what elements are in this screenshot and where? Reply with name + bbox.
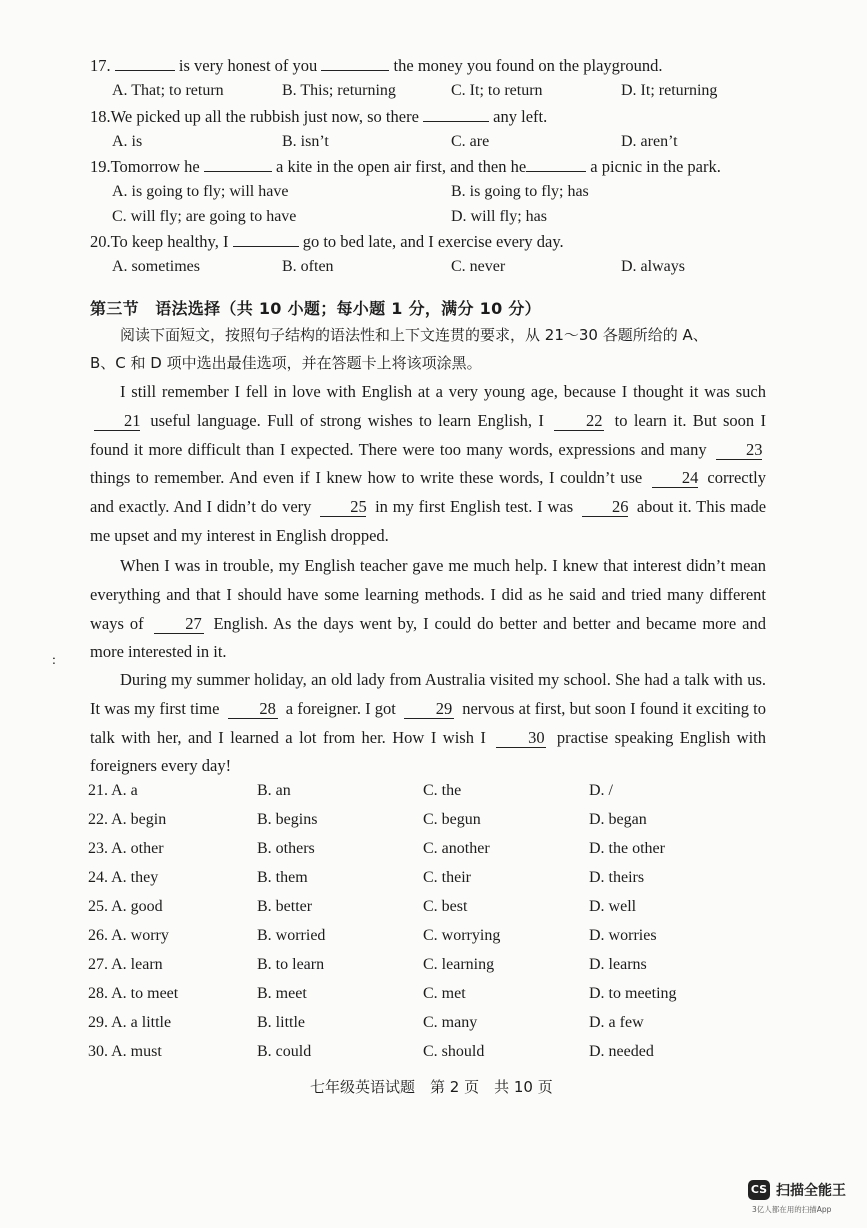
passage-text: I still remember I fell in love with English at a very young age, because I thought it was such <box>120 382 766 401</box>
answer-option: D. theirs <box>589 869 645 886</box>
answer-option: B. worried <box>257 927 326 944</box>
question-17 <box>90 56 663 76</box>
question-number: 17. <box>90 56 111 75</box>
watermark-subtitle: 3亿人都在用的扫描App <box>752 1205 832 1214</box>
option: C. will fly; are going to have <box>112 208 297 225</box>
gap-30: 30 <box>496 729 546 748</box>
paragraph-text <box>90 666 766 781</box>
watermark-name: 扫描全能王 <box>776 1183 846 1199</box>
answer-option: C. the <box>423 782 462 799</box>
answer-blank <box>423 107 489 122</box>
passage-text: correctly and exactly. And I didn’t do very <box>90 468 767 517</box>
option: A. is going to fly; will have <box>112 183 289 200</box>
option: C. are <box>451 133 490 150</box>
question-text: We picked up all the rubbish just now, so there <box>110 107 419 126</box>
answer-option-a: 22. A. begin <box>88 811 167 828</box>
answer-option: C. their <box>423 869 471 886</box>
option: B. is going to fly; has <box>451 183 589 200</box>
option: D. will fly; has <box>451 208 547 225</box>
answer-option: C. many <box>423 1014 478 1031</box>
answer-option: C. met <box>423 985 466 1002</box>
passage-text: a foreigner. I got <box>285 698 396 718</box>
answer-option: D. began <box>589 811 647 828</box>
gap-27: 27 <box>154 615 204 634</box>
question-19 <box>90 157 721 177</box>
paragraph-text <box>90 552 766 667</box>
passage-text: When I was in trouble, my English teacher gave me much help. I knew that interest didn’t mean everything and that I should have some learning methods. I did as he said and tried many different ways of <box>90 556 766 633</box>
option: B. isn’t <box>282 133 329 150</box>
question-20 <box>90 232 564 252</box>
gap-29: 29 <box>404 700 454 719</box>
answer-option: B. to learn <box>257 956 325 973</box>
scan-mark: : <box>52 653 56 668</box>
answer-option: C. learning <box>423 956 495 973</box>
answer-option: D. worries <box>589 927 657 944</box>
answer-blank <box>233 232 299 247</box>
question-text: To keep healthy, I <box>110 232 229 251</box>
answer-blank <box>115 56 175 71</box>
answer-option: B. little <box>257 1014 305 1031</box>
option: C. never <box>451 258 506 275</box>
option: D. always <box>621 258 685 275</box>
section-instruction: 阅读下面短文，按照句子结构的语法性和上下文连贯的要求，从 21～30 各题所给的 A、 <box>120 326 708 344</box>
question-number: 20. <box>90 232 111 251</box>
answer-option: C. worrying <box>423 927 501 944</box>
page-footer: 七年级英语试题 第 2 页 共 10 页 <box>310 1078 553 1096</box>
passage-text: English. As the days went by, I could do better and better and became more and more interested in it. <box>90 613 767 662</box>
option: B. This; returning <box>282 82 396 99</box>
gap-28: 28 <box>228 700 278 719</box>
answer-option: B. could <box>257 1043 312 1060</box>
question-text: a kite in the open air first, and then he <box>276 157 527 176</box>
gap-24: 24 <box>652 469 698 488</box>
answer-option: D. to meeting <box>589 985 677 1002</box>
passage-paragraph-3 <box>90 666 766 781</box>
passage-paragraph-1 <box>90 378 766 551</box>
option: C. It; to return <box>451 82 543 99</box>
answer-option: D. the other <box>589 840 665 857</box>
question-18 <box>90 107 547 127</box>
answer-option: C. best <box>423 898 468 915</box>
passage-text: things to remember. And even if I knew how to write these words, I couldn’t use <box>90 468 643 488</box>
answer-option: B. them <box>257 869 308 886</box>
answer-blank <box>321 56 389 71</box>
question-text: the money you found on the playground. <box>393 56 663 75</box>
section-instruction: B、C 和 D 项中选出最佳选项，并在答题卡上将该项涂黑。 <box>90 354 482 372</box>
passage-text: about it. This made me upset and my interest in English dropped. <box>90 497 767 545</box>
passage-text: to learn it. But soon I found it more difficult than I expected. There were too many words, expressions and many <box>90 410 767 459</box>
question-text: any left. <box>493 107 548 126</box>
answer-blank <box>526 157 586 172</box>
answer-option-a: 30. A. must <box>88 1043 162 1060</box>
question-text: go to bed late, and I exercise every day. <box>302 232 564 251</box>
option: D. aren’t <box>621 133 678 150</box>
passage-paragraph-2 <box>90 552 766 667</box>
passage-text: nervous at first, but soon I found it exciting to talk with her, and I learned a lot from her. How I wish I <box>90 698 767 747</box>
answer-blank <box>204 157 272 172</box>
gap-26: 26 <box>582 498 628 517</box>
question-number: 18. <box>90 107 111 126</box>
answer-option: C. begun <box>423 811 481 828</box>
option: B. often <box>282 258 334 275</box>
answer-option: D. / <box>589 782 613 799</box>
answer-option: B. better <box>257 898 313 915</box>
question-text: is very honest of you <box>178 56 318 75</box>
gap-25: 25 <box>320 498 366 517</box>
answer-option-a: 25. A. good <box>88 898 163 915</box>
passage-text: in my first English test. I was <box>375 497 574 517</box>
gap-21: 21 <box>94 412 140 431</box>
gap-22: 22 <box>554 412 604 431</box>
answer-option-a: 29. A. a little <box>88 1014 172 1031</box>
answer-option: D. needed <box>589 1043 654 1060</box>
question-text: Tomorrow he <box>110 157 200 176</box>
answer-option: B. an <box>257 782 291 799</box>
answer-option-a: 28. A. to meet <box>88 985 179 1002</box>
answer-option: D. learns <box>589 956 647 973</box>
camscanner-logo-icon: CS <box>748 1180 770 1200</box>
answer-option: D. well <box>589 898 637 915</box>
answer-option: B. begins <box>257 811 318 828</box>
answer-option-a: 27. A. learn <box>88 956 163 973</box>
answer-option: C. should <box>423 1043 485 1060</box>
question-number: 19. <box>90 157 111 176</box>
option: A. is <box>112 133 143 150</box>
question-text: a picnic in the park. <box>590 157 721 176</box>
answer-option: B. others <box>257 840 315 857</box>
answer-option-a: 23. A. other <box>88 840 164 857</box>
answer-option: B. meet <box>257 985 307 1002</box>
paragraph-text <box>90 378 766 551</box>
passage-text: During my summer holiday, an old lady from Australia visited my school. She had a talk with us. It was my first time <box>90 670 766 718</box>
answer-option-a: 24. A. they <box>88 869 159 886</box>
answer-option-a: 21. A. a <box>88 782 138 799</box>
passage-text: practise speaking English with foreigners every day! <box>90 727 767 776</box>
section-heading: 第三节 语法选择（共 10 小题；每小题 1 分，满分 10 分） <box>90 299 541 318</box>
answer-option: D. a few <box>589 1014 644 1031</box>
option: D. It; returning <box>621 82 718 99</box>
gap-23: 23 <box>716 441 762 460</box>
passage-text: useful language. Full of strong wishes to learn English, I <box>150 410 544 430</box>
answer-option: C. another <box>423 840 490 857</box>
answer-option-a: 26. A. worry <box>88 927 169 944</box>
option: A. sometimes <box>112 258 200 275</box>
option: A. That; to return <box>112 82 224 99</box>
